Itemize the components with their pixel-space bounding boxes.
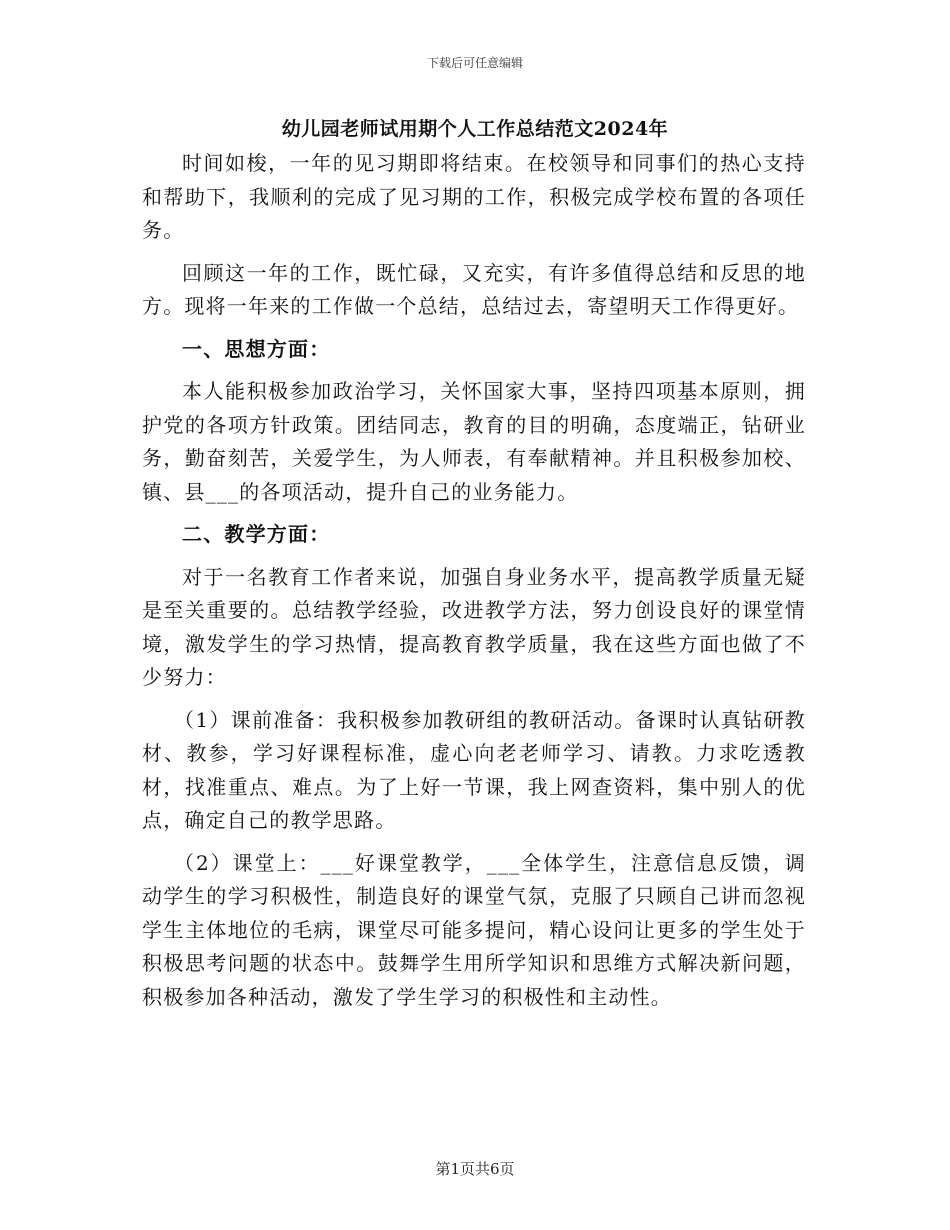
paragraph-item-preparation: （1）课前准备：我积极参加教研组的教研活动。备课时认真钻研教材、教参，学习好课程标准，虚心向老老师学习、请教。力求吃透教材，找准重点、难点。为了上好一节课，我上网查资料，集中别人的优点，确定自己的教学思路。 bbox=[142, 707, 806, 832]
page-number: 第1页共6页 bbox=[435, 1160, 515, 1178]
section-heading-teaching: 二、教学方面： bbox=[182, 522, 331, 546]
header-note: 下载后可任意编辑 bbox=[426, 56, 523, 70]
paragraph-item-classroom: （2）课堂上：___好课堂教学，___全体学生，注意信息反馈，调动学生的学习积极性，制造良好的课堂气氛，克服了只顾自己讲而忽视学生主体地位的毛病，课堂尽可能多提问，精心设问让更多的学生处于积极思考问题的状态中。鼓舞学生用所学知识和思维方式解决新问题，积极参加各种活动，激发了学生学习的积极性和主动性。 bbox=[142, 850, 806, 1009]
paragraph-intro-1: 时间如梭，一年的见习期即将结束。在校领导和同事们的热心支持和帮助下，我顺利的完成了见习期的工作，积极完成学校布置的各项任务。 bbox=[142, 151, 806, 242]
document-body bbox=[142, 147, 806, 1014]
paragraph-teaching: 对于一名教育工作者来说，加强自身业务水平，提高教学质量无疑是至关重要的。总结教学经验，改进教学方法，努力创设良好的课堂情境，激发学生的学习热情，提高教育教学质量，我在这些方面也做了不少努力： bbox=[142, 564, 806, 689]
section-heading-thought: 一、思想方面： bbox=[182, 336, 331, 361]
document-title: 幼儿园老师试用期个人工作总结范文2024年 bbox=[281, 118, 669, 140]
paragraph-intro-2: 回顾这一年的工作，既忙碌，又充实，有许多值得总结和反思的地方。现将一年来的工作做一个总结，总结过去，寄望明天工作得更好。 bbox=[142, 260, 806, 318]
paragraph-thought: 本人能积极参加政治学习，关怀国家大事，坚持四项基本原则，拥护党的各项方针政策。团结同志，教育的目的明确，态度端正，钻研业务，勤奋刻苦，关爱学生，为人师表，有奉献精神。并且积极参加校、镇、县___的各项活动，提升自己的业务能力。 bbox=[142, 379, 806, 504]
